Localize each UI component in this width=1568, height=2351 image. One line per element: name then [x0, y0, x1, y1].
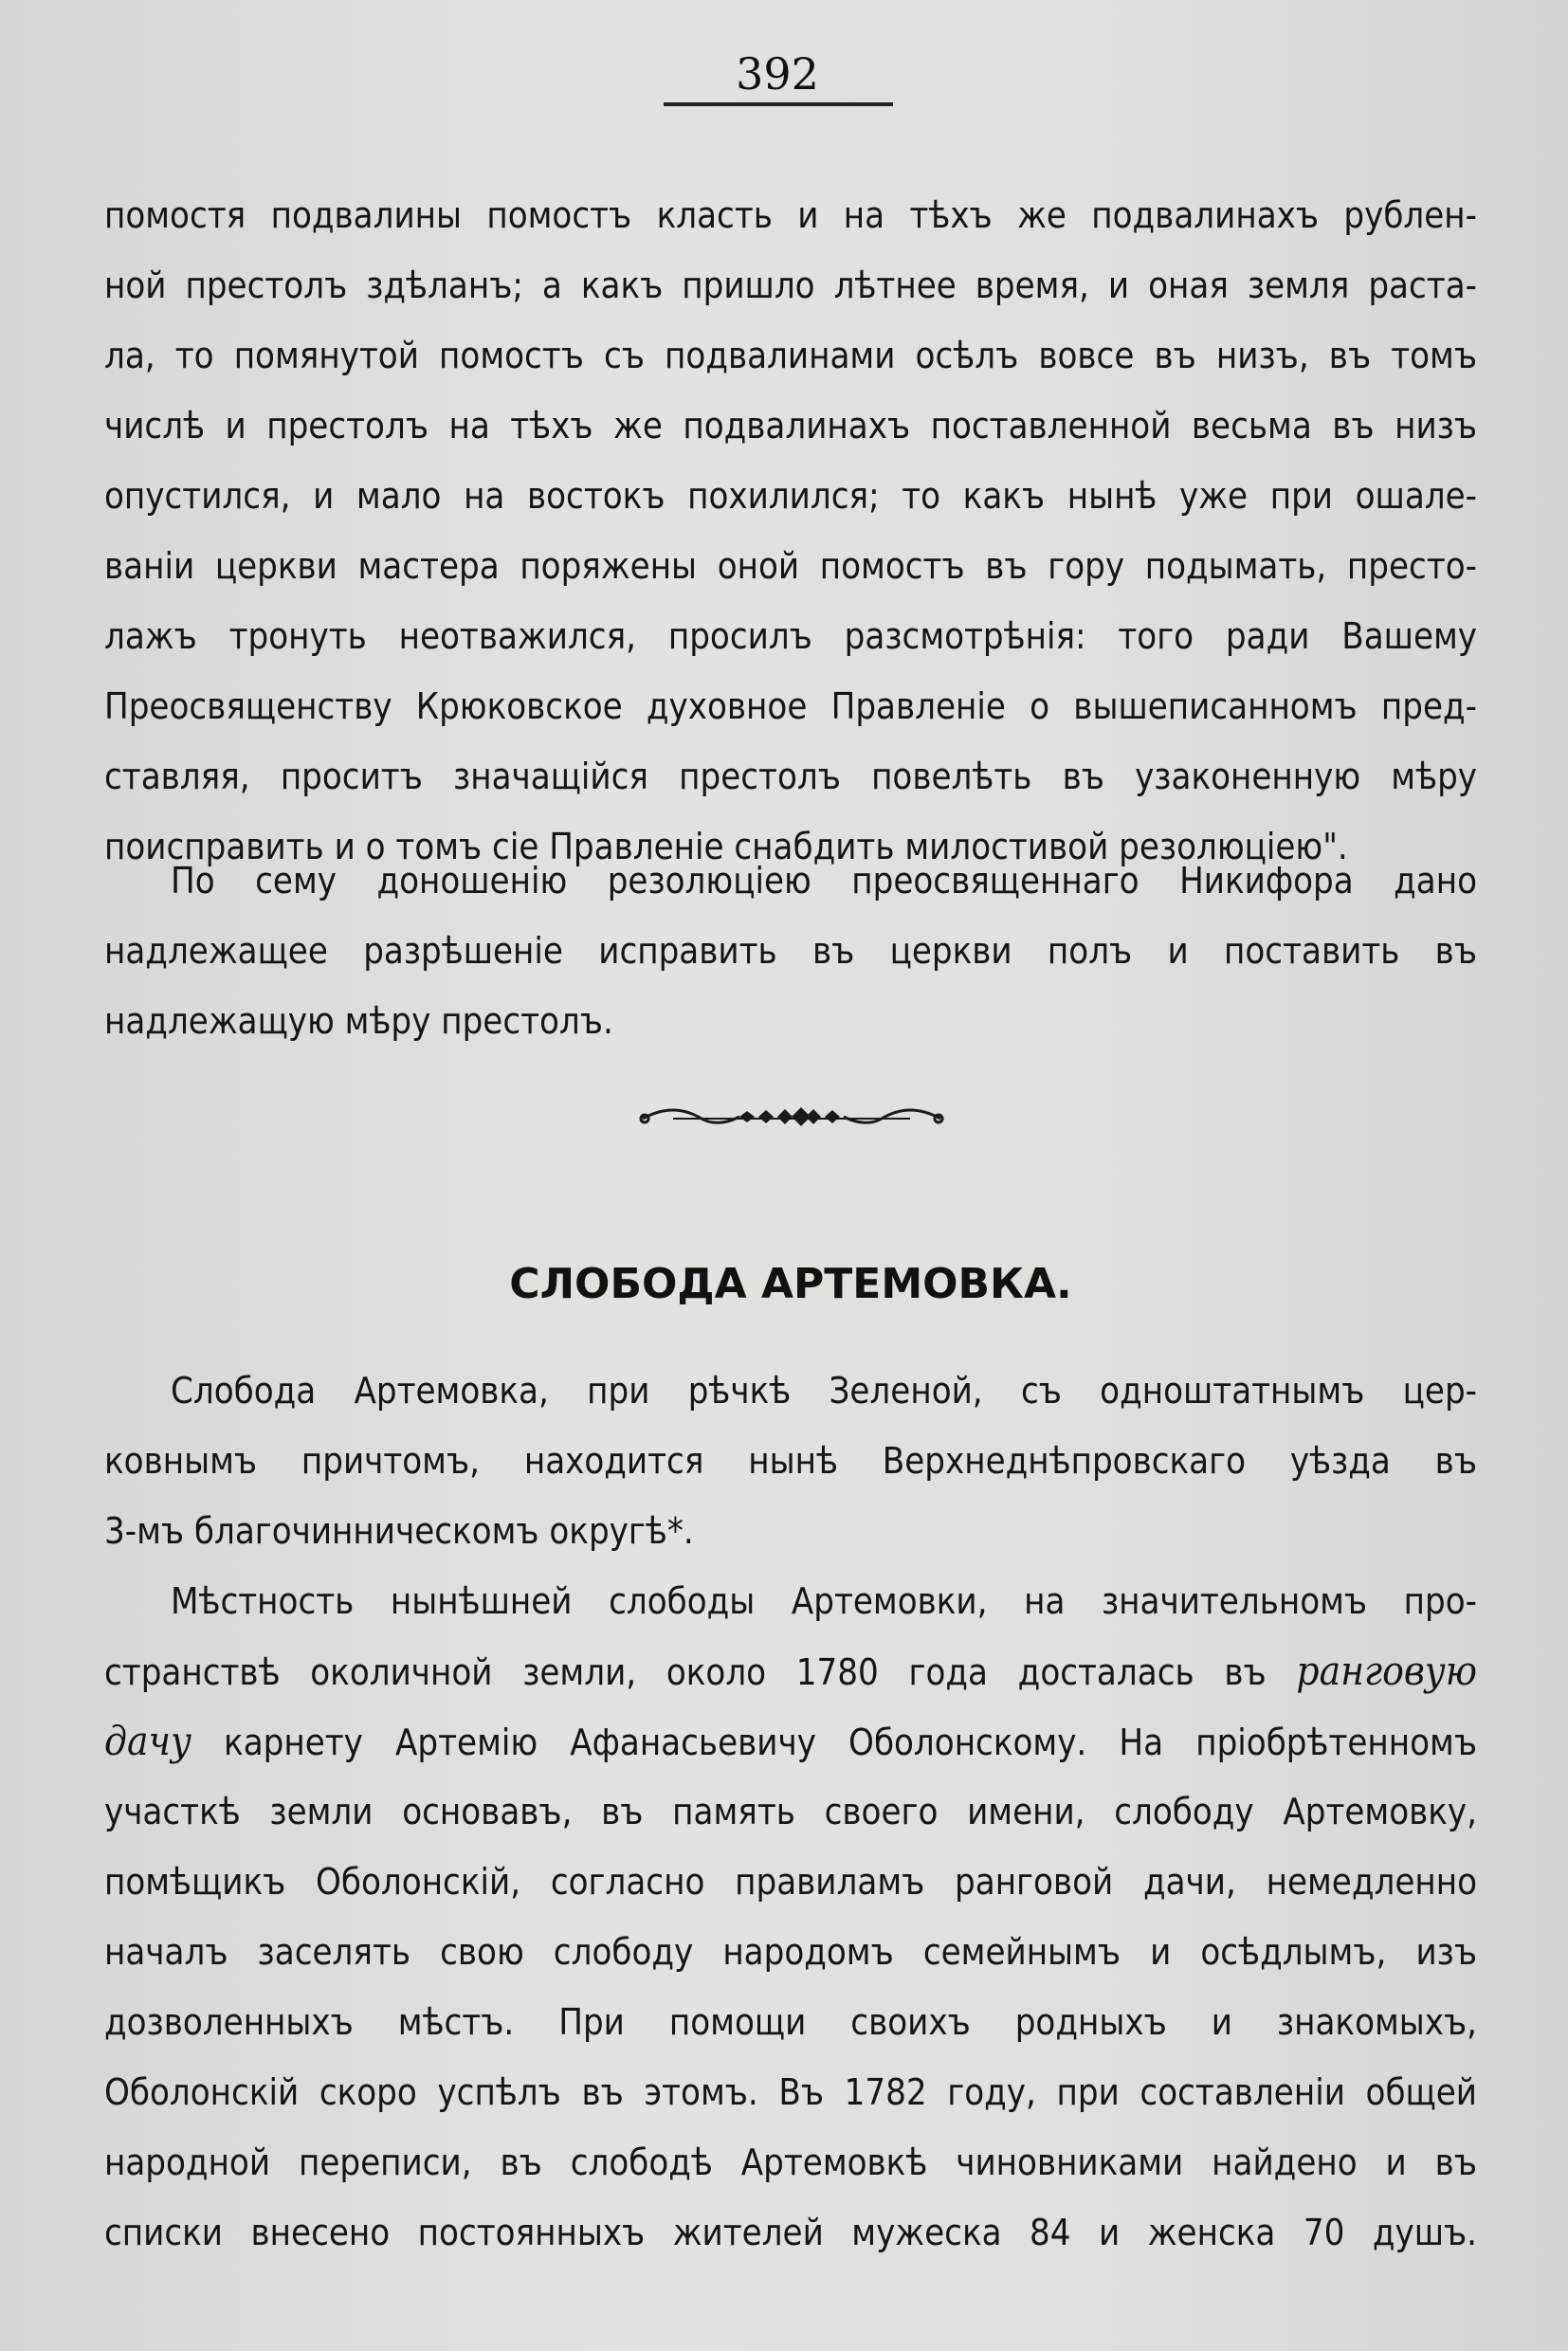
paragraph-petition-continuation [104, 180, 1477, 882]
section-divider-ornament [635, 1100, 948, 1134]
text-line: дозволенныхъ мѣстъ. При помощи своихъ родныхъ и знакомыхъ, [104, 2001, 1477, 2043]
text-line: Мѣстность нынѣшней слободы Артемовки, на значительномъ про- [171, 1580, 1477, 1622]
text-line: ной престолъ здѣланъ; а какъ пришло лѣтнее время, и оная земля раста- [104, 264, 1477, 306]
text-line: народной переписи, въ слободѣ Артемовкѣ чиновниками найдено и въ [104, 2141, 1477, 2183]
paragraph-resolution [104, 846, 1477, 1056]
page-number-rule [664, 102, 893, 106]
text-line: надлежащую мѣру престолъ. [104, 1000, 613, 1042]
text-line: ваніи церкви мастера поряжены оной помостъ въ гору подымать, престо- [104, 545, 1477, 587]
text-line: Преосвященству Крюковское духовное Правленіе о вышеписанномъ пред- [104, 685, 1477, 727]
text-line: Слобода Артемовка, при рѣчкѣ Зеленой, съ одноштатнымъ цер- [171, 1370, 1477, 1412]
text-run: карнету Артемію Афанасьевичу Оболонскому. На пріобрѣтенномъ [224, 1722, 1477, 1763]
text-line: По сему доношенію резолюціею преосвященнаго Никифора дано [171, 860, 1477, 902]
text-line: лажъ тронуть неотважился, просилъ разсмотрѣнія: того ради Вашему [104, 615, 1477, 657]
text-line: участкѣ земли основавъ, въ память своего имени, слободу Артемовку, [104, 1791, 1477, 1832]
text-run: странствѣ околичной земли, около 1780 года досталась въ [104, 1651, 1267, 1693]
text-line [104, 1636, 1477, 1706]
italic-term: дачу [104, 1718, 191, 1764]
section-heading: СЛОБОДА АРТЕМОВКА. [509, 1260, 1072, 1308]
text-line [104, 1706, 1477, 1777]
text-line: Оболонскій скоро успѣлъ въ этомъ. Въ 1782 году, при составленіи общей [104, 2071, 1477, 2113]
text-line: поисправить и о томъ сіе Правленіе снабдить милостивой резолюціею". [104, 826, 1348, 867]
text-line: надлежащее разрѣшеніе исправить въ церкви полъ и поставить въ [104, 930, 1477, 972]
text-line: началъ заселять свою слободу народомъ семейнымъ и осѣдлымъ, изъ [104, 1931, 1477, 1973]
text-line: числѣ и престолъ на тѣхъ же подвалинахъ поставленной весьма въ низъ [104, 405, 1477, 447]
text-line: помѣщикъ Оболонскій, согласно правиламъ ранговой дачи, немедленно [104, 1861, 1477, 1903]
italic-term: ранговую [1296, 1648, 1477, 1694]
text-line: списки внесено постоянныхъ жителей мужеска 84 и женска 70 душъ. [104, 2212, 1477, 2253]
text-line: помостя подвалины помостъ класть и на тѣхъ же подвалинахъ рублен- [104, 194, 1477, 236]
page-number: 392 [736, 48, 819, 100]
paragraph-location [104, 1356, 1477, 1566]
text-line: опустился, и мало на востокъ похилился; то какъ нынѣ уже при ошале- [104, 475, 1477, 517]
text-line: ставляя, проситъ значащійся престолъ повелѣть въ узаконенную мѣру [104, 756, 1477, 797]
text-line: ковнымъ причтомъ, находится нынѣ Верхнеднѣпровскаго уѣзда въ [104, 1440, 1477, 1482]
text-line: 3-мъ благочинническомъ округѣ*. [104, 1510, 694, 1552]
paragraph-history [104, 1566, 1477, 2268]
text-line: ла, то помянутой помостъ съ подвалинами осѣлъ вовсе въ низъ, въ томъ [104, 335, 1477, 376]
